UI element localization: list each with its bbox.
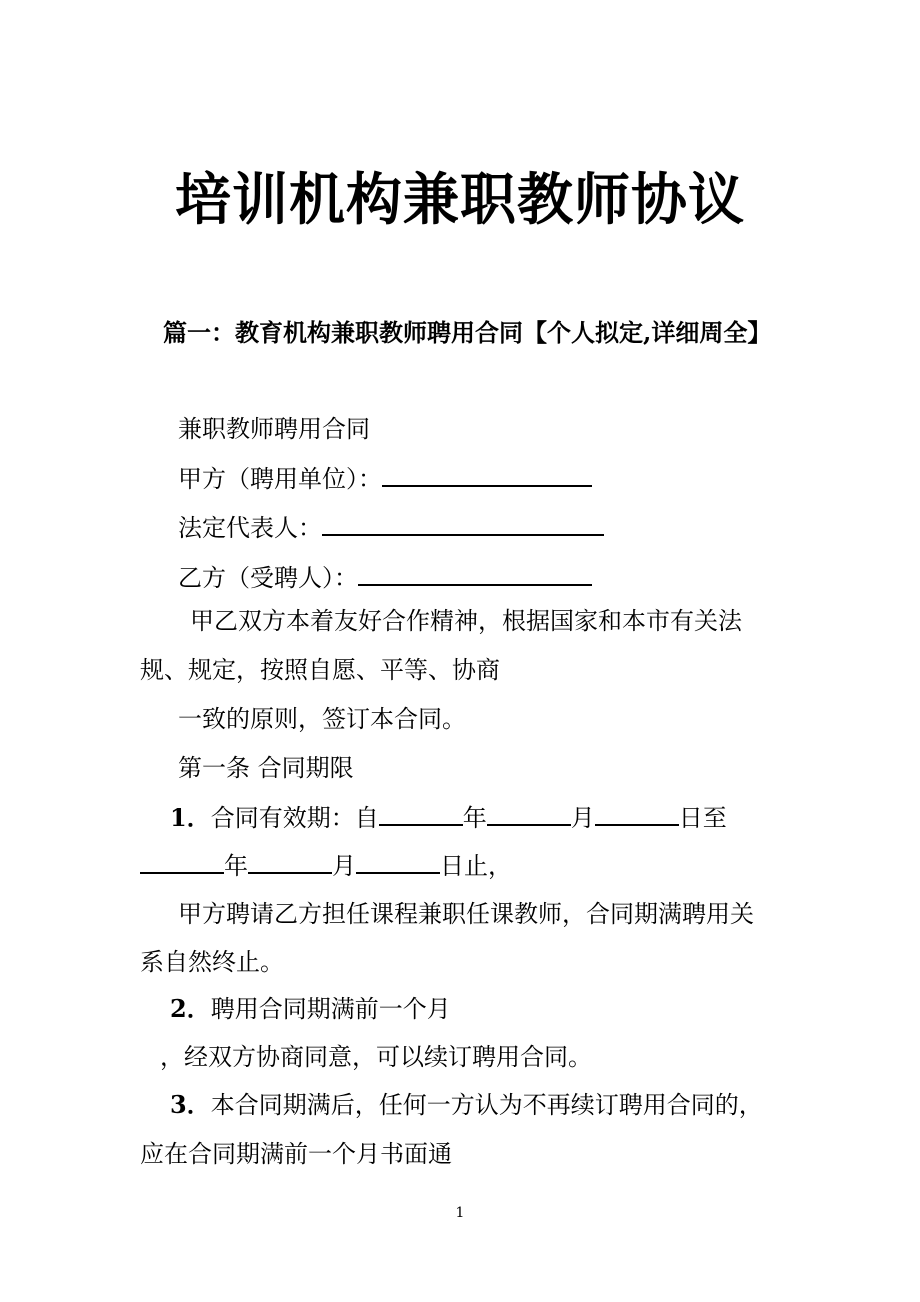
clause-3-number: 3． [170, 1090, 211, 1119]
party-b-label: 乙方（受聘人）： [178, 564, 358, 592]
clause-2-text: 聘用合同期满前一个月 [210, 995, 451, 1023]
clause-1-number: 1． [170, 803, 211, 832]
end-month-unit: 月 [332, 852, 356, 880]
start-year-unit: 年 [462, 804, 487, 832]
clause-1-row [170, 800, 727, 835]
clause-3-text: 本合同期满后，任何一方认为不再续订聘用合同的， [210, 1091, 763, 1119]
clause-2-row [170, 992, 451, 1026]
clause-1-text: 合同有效期：自 [210, 804, 379, 832]
party-b-blank [358, 560, 592, 586]
end-day-blank [356, 848, 440, 874]
clause-1-continuation-2: 系自然终止。 [140, 948, 284, 976]
intro-line-2: 规、规定，按照自愿、平等、协商 [140, 656, 500, 684]
legal-rep-label: 法定代表人： [178, 514, 322, 542]
page-number: 1 [455, 1205, 465, 1221]
clause-2-continuation: ，经双方协商同意，可以续订聘用合同。 [160, 1043, 592, 1071]
start-month-blank [487, 800, 571, 826]
end-year-unit: 年 [224, 852, 248, 880]
clause-1-end-row [140, 848, 512, 883]
start-month-unit: 月 [570, 804, 595, 832]
document-subtitle: 篇一：教育机构兼职教师聘用合同【个人拟定,详细周全】 [163, 318, 772, 347]
legal-rep-row [178, 510, 604, 545]
party-a-blank [382, 461, 592, 487]
document-title: 培训机构兼职教师协议 [175, 167, 745, 233]
legal-rep-blank [322, 510, 604, 536]
start-day-blank [595, 800, 679, 826]
clause-3-continuation: 应在合同期满前一个月书面通 [140, 1140, 452, 1168]
party-a-row [178, 461, 592, 496]
article-1-heading: 第一条 合同期限 [178, 754, 354, 782]
clause-3-row [170, 1088, 763, 1122]
end-day-unit: 日止， [440, 852, 512, 880]
party-a-label: 甲方（聘用单位）： [178, 465, 382, 493]
intro-line-1: 甲乙双方本着友好合作精神，根据国家和本市有关法 [190, 607, 742, 635]
end-year-blank [140, 848, 224, 874]
end-month-blank [248, 848, 332, 874]
start-year-blank [379, 800, 463, 826]
contract-name: 兼职教师聘用合同 [178, 415, 370, 443]
clause-2-number: 2． [170, 994, 211, 1023]
intro-line-3: 一致的原则，签订本合同。 [178, 705, 466, 733]
party-b-row [178, 560, 592, 595]
clause-1-continuation-1: 甲方聘请乙方担任课程兼职任课教师，合同期满聘用关 [178, 900, 754, 928]
start-day-unit: 日至 [678, 804, 727, 832]
